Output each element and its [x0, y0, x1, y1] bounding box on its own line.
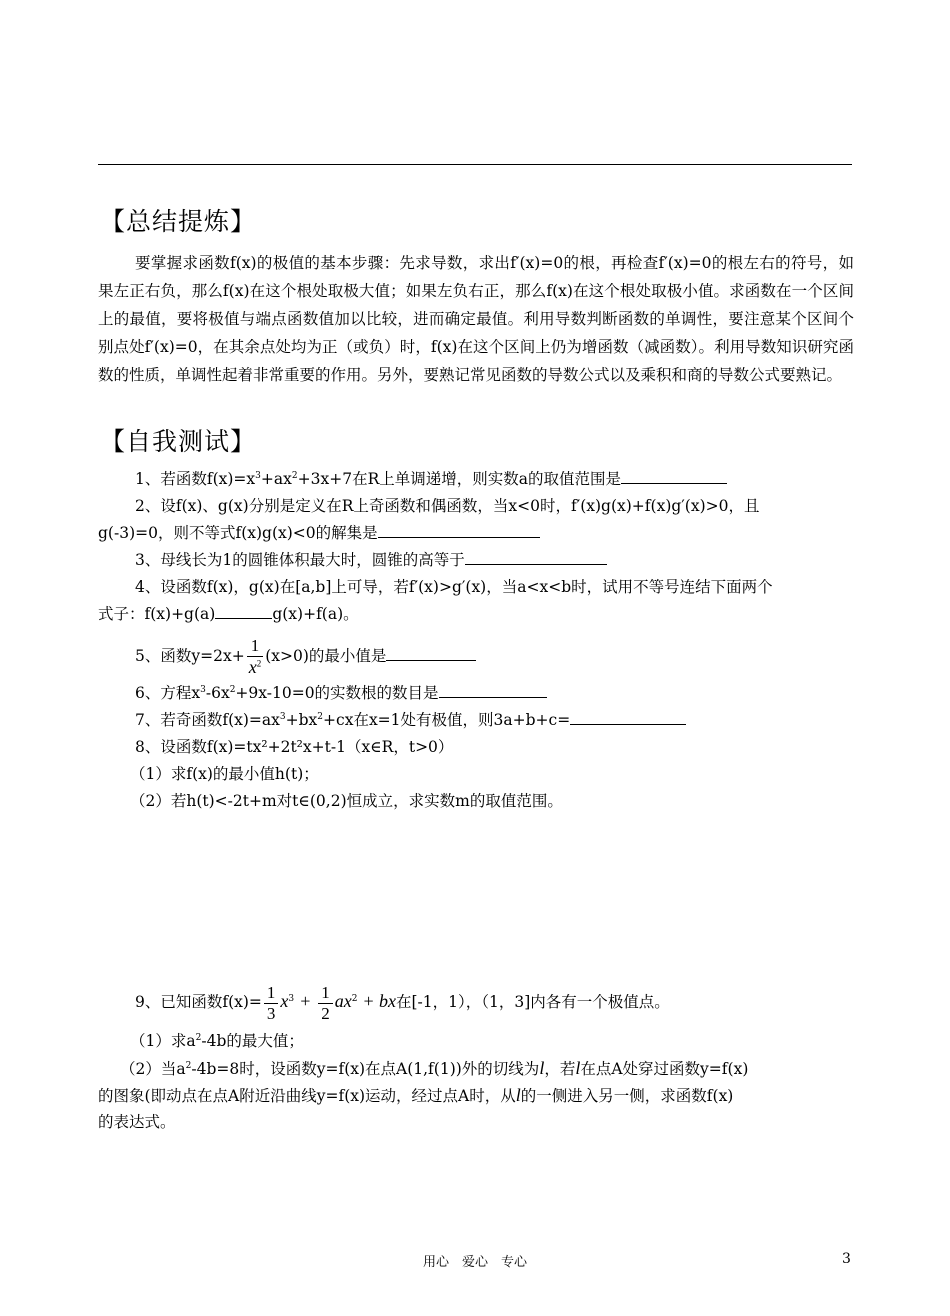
answer-blank: [386, 642, 476, 661]
fraction-one-half: $\frac{1}{2}$: [318, 983, 333, 1024]
question-8: 8、设函数f(x)=tx²+2t²x+t-1（x∈R，t>0）: [135, 738, 454, 756]
question-4-line-2: 式子：f(x)+g(a) g(x)+f(a)。: [98, 600, 854, 628]
question-8-part-2: （2）若h(t)<-2t+m对t∈(0,2)恒成立，求实数m的取值范围。: [130, 792, 563, 810]
question-9-part-2-line-1: （2）当$a^2-4b=8$时，设函数y=f(x)在点A(1,f(1))外的切线为l，若l在点A处穿过函数y=f(x): [120, 1058, 749, 1078]
answer-blank: [621, 465, 727, 484]
question-6: 6、方程$x^3-6x^2+9x-10=0$的实数根的数目是: [98, 679, 854, 707]
answer-blank: [439, 679, 547, 698]
answer-blank: [378, 519, 540, 538]
footer-motto: 用心 爱心 专心: [422, 1255, 527, 1270]
question-2-line-2: g(-3)=0，则不等式f(x)g(x)<0的解集是: [98, 519, 854, 547]
fraction-one-third: $\frac{1}{3}$: [264, 983, 279, 1024]
question-9-part-1: （1）求$a^2-4b$的最大值；: [130, 1032, 304, 1050]
answer-blank: [465, 546, 607, 565]
question-9-part-2-line-2: 的图象(即动点在点A附近沿曲线y=f(x)运动，经过点A时，从l的一侧进入另一侧，求函数f(x): [98, 1085, 734, 1105]
answer-blank: [215, 600, 272, 619]
question-9-part-2-line-3: 的表达式。: [98, 1113, 176, 1131]
question-4-line-1: 4、设函数f(x)，g(x)在[a,b]上可导，若f′(x)>g′(x)，当a<x<b时，试用不等号连结下面两个: [135, 578, 773, 596]
question-9: 9、已知函数f(x)= $\frac{1}{3}$ $x^3$ + $\frac{1}{2}$ $ax^2$ + bx在[-1，1），（1，3]内各有一个极值点。: [135, 982, 670, 1023]
answer-blank: [570, 706, 686, 725]
question-2-line-1: 2、设f(x)、g(x)分别是定义在R上奇函数和偶函数，当x<0时，f′(x)g(x)+f(x)g′(x)>0，且: [135, 497, 760, 515]
section-title-summary: 【总结提炼】: [100, 207, 257, 236]
question-3: 3、母线长为1的圆锥体积最大时，圆锥的高等于: [98, 546, 854, 574]
question-7: 7、若奇函数$f(x)=ax^3+bx^2+cx$在x=1处有极值，则3a+b+c=: [98, 706, 854, 734]
summary-paragraph: 要掌握求函数f(x)的极值的基本步骤：先求导数，求出f′(x)=0的根，再检查f′(x)=0的根左右的符号，如果左正右负，那么f(x)在这个根处取极大值；如果左负右正，那么f(x)在这个根处取极小值。求函数在一个区间上的最值，要将极值与端点函数值加以比较，进而确定最值。利用导数判断函数的单调性，要注意某个区间个别点处f′(x)=0，在其余点处均为正（或负）时，f(x)在这个区间上仍为增函数（减函数）。利用导数知识研究函数的性质，单调性起着非常重要的作用。另外，要熟记常见函数的导数公式以及乘积和商的导数公式要熟记。: [98, 254, 854, 384]
header-rule: [98, 164, 852, 165]
section-title-self-test: 【自我测试】: [100, 427, 257, 456]
question-5: 5、函数y=2x+ $\frac{1}{x^2}$ (x>0)的最小值是: [98, 636, 854, 678]
fraction-one-over-x-squared: $\frac{1}{x^2}$: [248, 636, 262, 677]
question-8-part-1: （1）求f(x)的最小值h(t)；: [130, 765, 319, 783]
question-1: 1、若函数$f(x)=x^3+ax^2+3x+7$在R上单调递增，则实数a的取值范围是: [98, 465, 854, 493]
page-number: 3: [842, 1251, 851, 1267]
